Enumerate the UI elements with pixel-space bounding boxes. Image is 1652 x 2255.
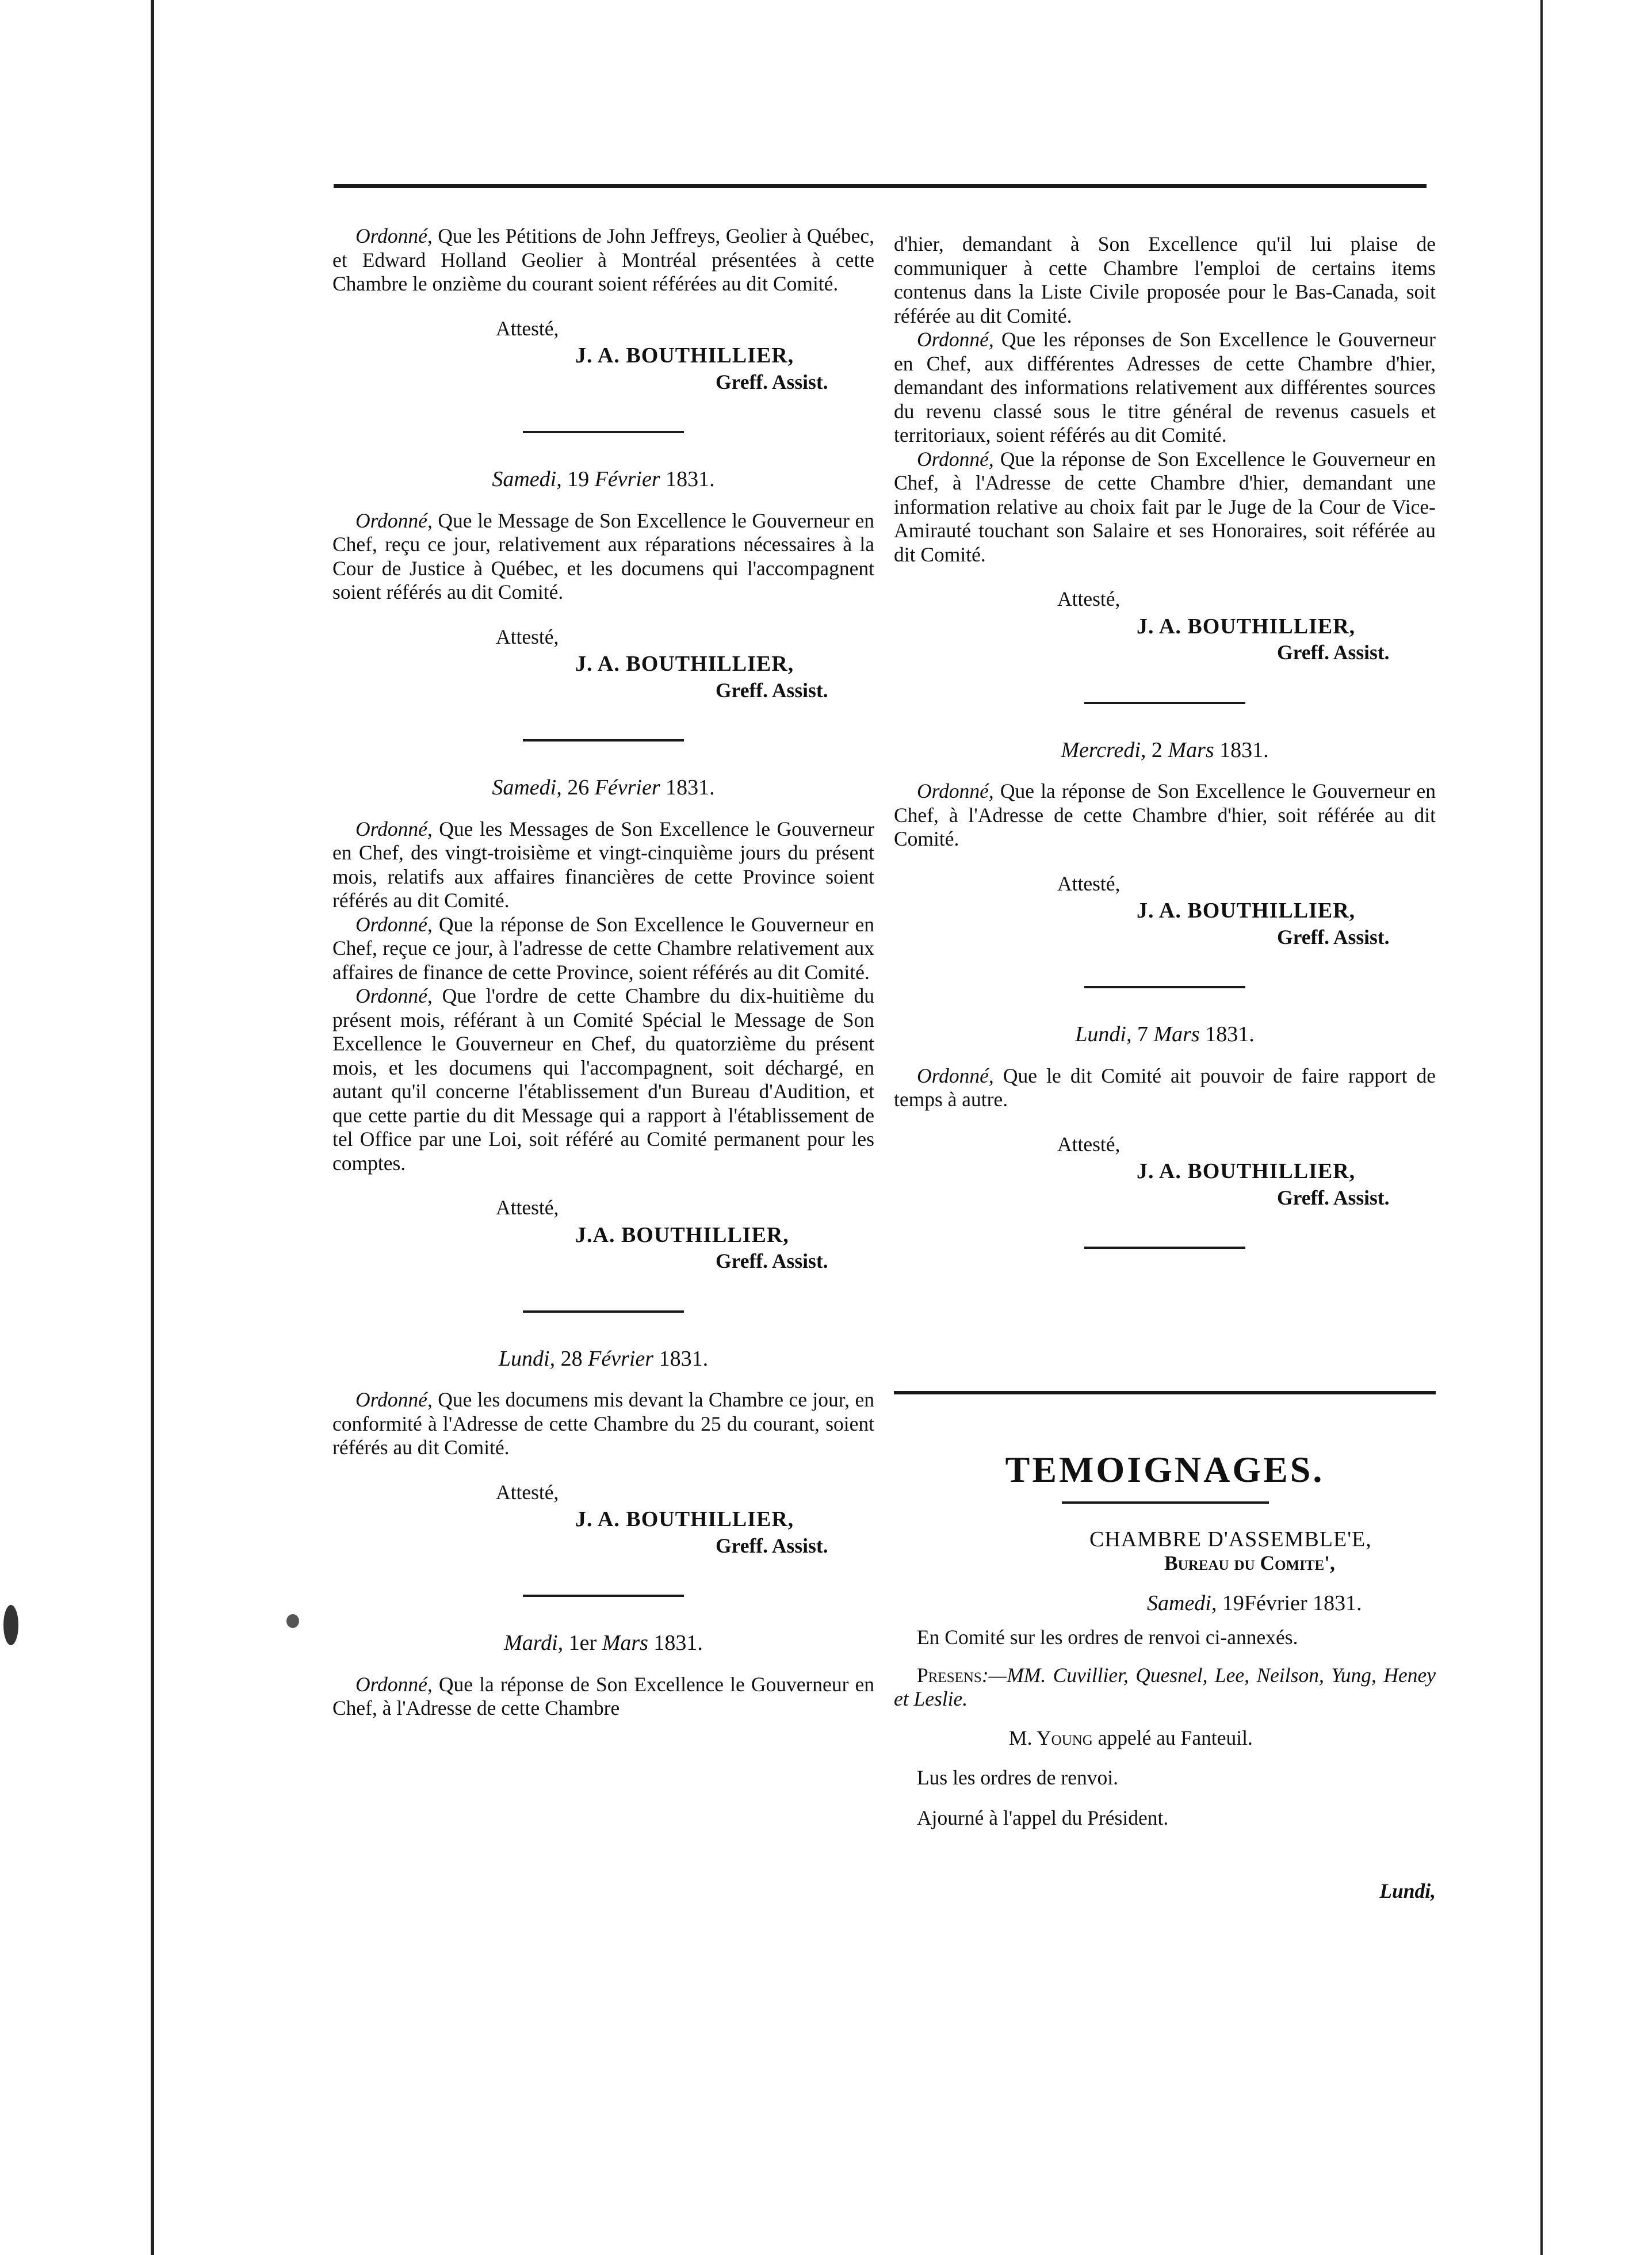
ordonne-paragraph [332, 509, 874, 605]
right-column [894, 232, 1436, 1283]
ordonne-paragraph [894, 232, 1436, 328]
date-year: 1831. [666, 467, 715, 491]
date-number: 26 [567, 775, 590, 800]
attestation [332, 1196, 874, 1274]
atteste-label: Attesté, [1057, 872, 1121, 895]
ordonne-label: Ordonné, [355, 224, 433, 247]
signature-title: Greff. Assist. [1277, 1186, 1390, 1209]
left-column [332, 224, 874, 1721]
date-month: Mars [1153, 1022, 1200, 1046]
date-year: 1831. [653, 1631, 703, 1655]
paragraph-text: Que la réponse de Son Excellence le Gouverneur en Chef, reçue ce jour, à l'adresse de cette Chambre relativement aux affaires de finance de cette Province, soient référés au dit Comité. [332, 912, 875, 984]
ordonne-paragraph [332, 817, 874, 913]
ordonne-label: Ordonné, [355, 509, 433, 532]
date-day: Mardi, [504, 1631, 564, 1655]
signature-name: J. A. BOUTHILLIER, [575, 652, 794, 676]
scan-speck [286, 1614, 299, 1628]
temoignages-heading: TEMOIGNAGES. [1005, 1449, 1325, 1490]
ordonne-paragraph [894, 448, 1436, 567]
ordonne-paragraph [332, 1388, 874, 1460]
date-year: 1831. [666, 775, 715, 800]
date-month: Février [588, 1346, 654, 1371]
session-date [1147, 1592, 1436, 1616]
top-rule [334, 184, 1427, 188]
paragraph-text: Que la réponse de Son Excellence le Gouverneur en Chef, à l'Adresse de cette Chambre [332, 1672, 875, 1719]
ordonne-label: Ordonné, [355, 817, 433, 840]
paragraph-text: Que la réponse de Son Excellence le Gouverneur en Chef, à l'Adresse de cette Chambre d'hier, soit référée au dit Comité. [894, 779, 1436, 850]
paragraph-text: Que les réponses de Son Excellence le Gouverneur en Chef, aux différentes Adresses de cette Chambre d'hier, demandant des informations relativement aux différentes sources du revenu classé sous le titre général de revenus casuels et territoriaux, soient référés au dit Comité. [894, 328, 1436, 446]
atteste-label: Attesté, [496, 316, 559, 340]
separator [523, 739, 684, 742]
date-number: 2 [1151, 737, 1162, 762]
date-day: Mercredi, [1061, 737, 1146, 762]
separator [523, 1595, 684, 1597]
presens-label: Presens [917, 1663, 982, 1687]
scan-speck [3, 1605, 18, 1645]
section-rule [894, 1391, 1436, 1394]
ordonne-label: Ordonné, [917, 1064, 994, 1087]
signature-name: J. A. BOUTHILLIER, [1137, 1159, 1356, 1183]
signature-title: Greff. Assist. [716, 370, 828, 393]
ordonne-paragraph [332, 224, 874, 296]
paragraph-text: Que l'ordre de cette Chambre du dix-huitième du présent mois, référant à un Comité Spécial le Message de Son Excellence le Gouverneur en Chef, du quatorzième du présent mois, et les documens qui l'accompagnent, soit déchargé, en autant qu'il concerne l'établissement d'un Bureau d'Audition, et que cette partie du dit Message qui a rapport à l'établissement de tel Office par une Loi, soit référé au Comité permanent pour les comptes. [332, 984, 874, 1175]
date-year: 1831. [1205, 1022, 1255, 1046]
ordonne-paragraph [894, 779, 1436, 851]
young-text: appelé au Fanteuil. [1097, 1726, 1253, 1749]
date-day: Samedi, [492, 467, 562, 491]
signature-name: J.A. BOUTHILLIER, [575, 1222, 789, 1247]
date-day: Lundi, [1075, 1022, 1132, 1046]
separator [1084, 702, 1245, 704]
entry-date [332, 776, 874, 800]
date-day: Lundi, [498, 1346, 556, 1371]
atteste-label: Attesté, [1057, 1132, 1121, 1156]
ordonne-label: Ordonné, [917, 447, 994, 471]
attestation [332, 317, 874, 395]
renvoi-line: Lus les ordres de renvoi. [917, 1766, 1118, 1789]
young-line [1009, 1726, 1436, 1751]
separator [1084, 986, 1245, 988]
entry-date [894, 739, 1436, 763]
ordonne-label: Ordonné, [355, 1672, 433, 1696]
date-year: 1831. [1219, 737, 1269, 762]
ajourne-line: Ajourné à l'appel du Président. [917, 1806, 1169, 1829]
signature-name: J. A. BOUTHILLIER, [575, 343, 794, 368]
signature-title: Greff. Assist. [716, 678, 828, 702]
temoignages-section [894, 1391, 1436, 1904]
signature-title: Greff. Assist. [716, 1534, 828, 1557]
atteste-label: Attesté, [496, 625, 559, 648]
bureau-title: Bureau du Comite', [1164, 1551, 1335, 1574]
young-label: M. Young [1009, 1726, 1093, 1749]
signature-name: J. A. BOUTHILLIER, [575, 1507, 794, 1531]
signature-title: Greff. Assist. [1277, 641, 1390, 664]
entry-date [332, 1347, 874, 1371]
attestation [332, 1481, 874, 1558]
chambre-title: CHAMBRE D'ASSEMBLE'E, [1089, 1527, 1372, 1551]
atteste-label: Attesté, [1057, 587, 1121, 610]
paragraph-text: Que les documens mis devant la Chambre ce jour, en conformité à l'Adresse de cette Chambre du 25 du courant, soient référés au dit Comité. [332, 1388, 874, 1459]
date-number: 1er [568, 1631, 597, 1655]
signature-name: J. A. BOUTHILLIER, [1137, 899, 1356, 923]
signature-title: Greff. Assist. [1277, 925, 1390, 949]
separator [1062, 1501, 1269, 1504]
ordonne-paragraph [332, 1673, 874, 1721]
date-day: Samedi, [492, 775, 562, 800]
right-margin-line [1540, 0, 1543, 2255]
entry-date [894, 1023, 1436, 1047]
comite-line: En Comité sur les ordres de renvoi ci-annexés. [917, 1626, 1298, 1649]
signature-title: Greff. Assist. [716, 1249, 828, 1272]
date-month: Février [594, 775, 660, 800]
date-month: Mars [1168, 737, 1214, 762]
ordonne-paragraph [894, 1064, 1436, 1112]
date-month: Mars [602, 1631, 648, 1655]
paragraph-text: Que les Messages de Son Excellence le Gouverneur en Chef, des vingt-troisième et vingt-cinquième jours du présent mois, relatifs aux affaires financières de cette Province soient référés au dit Comité. [332, 817, 874, 912]
atteste-label: Attesté, [496, 1196, 559, 1219]
catchword: Lundi, [1379, 1879, 1436, 1902]
date-year: 1831. [659, 1346, 709, 1371]
paragraph-text: Que le dit Comité ait pouvoir de faire rapport de temps à autre. [894, 1064, 1436, 1111]
atteste-label: Attesté, [496, 1480, 559, 1504]
paragraph-text: d'hier, demandant à Son Excellence qu'il lui plaise de communiquer à cette Chambre l'emploi de certains items contenus dans la Liste Civile proposée pour le Bas-Canada, soit référée au dit Comité. [894, 232, 1436, 327]
left-margin-line [151, 0, 154, 2255]
date-day: Samedi, [1147, 1591, 1217, 1615]
attestation [894, 872, 1436, 950]
attestation [894, 1133, 1436, 1210]
ordonne-paragraph [894, 328, 1436, 448]
separator [1084, 1247, 1245, 1249]
date-number: 19 [567, 467, 590, 491]
ordonne-label: Ordonné, [355, 984, 433, 1007]
ordonne-label: Ordonné, [917, 779, 994, 802]
attestation [332, 625, 874, 703]
ordonne-label: Ordonné, [917, 328, 994, 351]
ordonne-paragraph [332, 984, 874, 1175]
entry-date [332, 468, 874, 492]
ordonne-paragraph [332, 913, 874, 985]
date-rest: 19Février 1831. [1222, 1591, 1362, 1615]
ordonne-label: Ordonné, [355, 1388, 433, 1411]
date-month: Février [594, 467, 660, 491]
date-number: 28 [560, 1346, 583, 1371]
separator [523, 1310, 684, 1313]
attestation [894, 587, 1436, 665]
paragraph-text: Que le Message de Son Excellence le Gouverneur en Chef, reçu ce jour, relativement aux réparations nécessaires à la Cour de Justice à Québec, et les documens qui l'accompagnent soient référés au dit Comité. [332, 509, 875, 603]
ordonne-label: Ordonné, [355, 912, 433, 936]
paragraph-text: Que la réponse de Son Excellence le Gouverneur en Chef, à l'Adresse de cette Chambre d'hier, demandant une information relative au choix fait par le Juge de la Cour de Vice-Amirauté touchant son Salaire et ses Honoraires, soit référée au dit Comité. [894, 447, 1436, 566]
signature-name: J. A. BOUTHILLIER, [1137, 614, 1356, 639]
presens-text: :—MM. Cuvillier, Quesnel, Lee, Neilson, Yung, Heney et Leslie. [894, 1663, 1436, 1710]
presens-line [894, 1664, 1436, 1711]
paragraph-text: Que les Pétitions de John Jeffreys, Geolier à Québec, et Edward Holland Geolier à Montréal présentées à cette Chambre le onzième du courant soient référées au dit Comité. [332, 224, 875, 295]
separator [523, 431, 684, 433]
date-number: 7 [1137, 1022, 1148, 1046]
entry-date [332, 1631, 874, 1656]
